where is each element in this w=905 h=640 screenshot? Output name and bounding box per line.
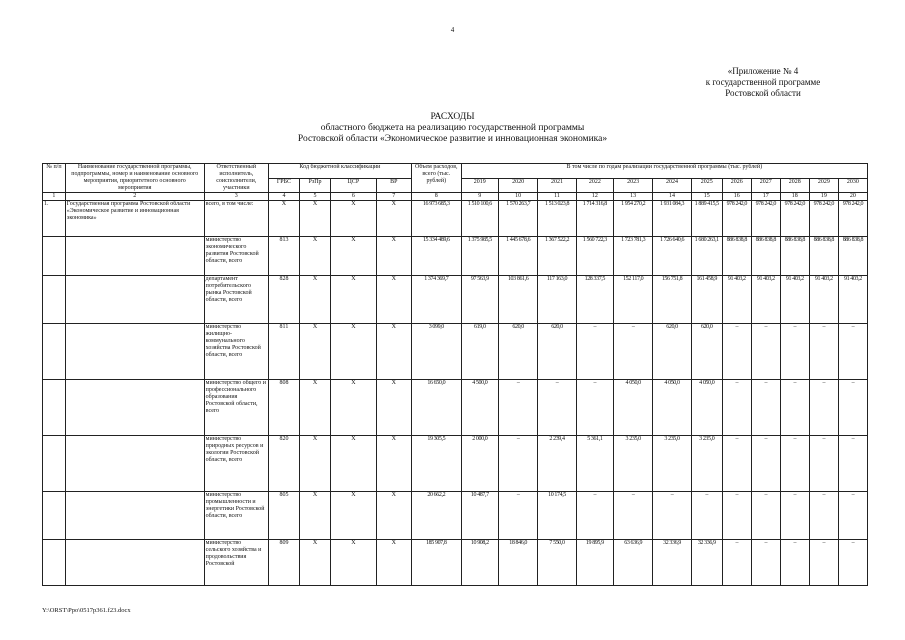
row-year-value: – (780, 436, 809, 492)
row-num (43, 380, 66, 436)
row-csr: X (331, 540, 377, 586)
row-year-value: 978 242,0 (838, 201, 867, 237)
row-year-value: – (780, 492, 809, 540)
column-number: 16 (722, 193, 751, 201)
row-grbs: 808 (268, 380, 299, 436)
row-year-value: – (722, 436, 751, 492)
header-grbs: ГРБС (268, 178, 299, 193)
row-year-value: – (722, 492, 751, 540)
row-executor: департамент потребительского рынка Ростовской области, всего (204, 276, 268, 324)
appendix-line: «Приложение № 4 (727, 66, 799, 76)
row-year-value: 4 050,0 (613, 380, 652, 436)
row-grbs: 828 (268, 276, 299, 324)
row-year-value: 3 235,0 (653, 436, 691, 492)
row-year-value: – (722, 324, 751, 380)
row-year-value: 117 163,0 (538, 276, 576, 324)
column-number: 20 (838, 193, 867, 201)
row-year-value: 19 895,9 (576, 540, 613, 586)
row-year-value: 1 510 100,6 (461, 201, 498, 237)
row-csr: X (331, 201, 377, 237)
row-num (43, 324, 66, 380)
row-year-value: 103 861,6 (498, 276, 537, 324)
table-row (43, 276, 868, 324)
row-rzpr: X (299, 324, 330, 380)
header-vr: ВР (376, 178, 411, 193)
column-number: 3 (204, 193, 268, 201)
row-year-value: – (809, 436, 838, 492)
row-year-value: – (780, 324, 809, 380)
header-year: 2022 (576, 178, 613, 193)
row-year-value: – (838, 540, 867, 586)
header-year: 2027 (751, 178, 780, 193)
row-name (65, 324, 204, 380)
row-year-value: 2 000,0 (461, 436, 498, 492)
header-year: 2030 (838, 178, 867, 193)
row-total: 16 650,0 (411, 380, 461, 436)
row-year-value: 1 680 263,1 (691, 237, 722, 276)
appendix-line: Ростовской области (725, 88, 801, 98)
header-rzpr: РзПр (299, 178, 330, 193)
column-number: 19 (809, 193, 838, 201)
row-year-value: – (722, 540, 751, 586)
row-year-value: 978 242,0 (722, 201, 751, 237)
row-num (43, 540, 66, 586)
row-rzpr: X (299, 436, 330, 492)
row-year-value: – (751, 540, 780, 586)
row-year-value: 1 714 316,8 (576, 201, 613, 237)
table-row (43, 436, 868, 492)
row-year-value: 1 954 270,2 (613, 201, 652, 237)
row-name (65, 436, 204, 492)
row-year-value: 978 242,0 (809, 201, 838, 237)
row-year-value: – (780, 380, 809, 436)
row-year-value: 3 235,0 (613, 436, 652, 492)
row-year-value: 1 931 084,3 (653, 201, 691, 237)
row-csr: X (331, 380, 377, 436)
column-number: 5 (299, 193, 330, 201)
row-executor: министерство природных ресурсов и экологии Ростовской области, всего (204, 436, 268, 492)
header-year: 2026 (722, 178, 751, 193)
column-number: 4 (268, 193, 299, 201)
row-executor: министерство общего и профессионального образования Ростовской области, всего (204, 380, 268, 436)
title-line: РАСХОДЫ (430, 112, 475, 122)
row-year-value: 620,0 (498, 324, 537, 380)
row-year-value: 619,0 (461, 324, 498, 380)
column-number: 14 (653, 193, 691, 201)
row-csr: X (331, 324, 377, 380)
row-year-value: – (576, 380, 613, 436)
row-year-value: 978 242,0 (780, 201, 809, 237)
row-year-value: – (498, 380, 537, 436)
row-year-value: – (498, 492, 537, 540)
row-grbs: 809 (268, 540, 299, 586)
row-name (65, 237, 204, 276)
row-year-value: 91 403,2 (809, 276, 838, 324)
row-year-value: 7 550,0 (538, 540, 576, 586)
row-csr: X (331, 492, 377, 540)
row-csr: X (331, 237, 377, 276)
header-year: 2024 (653, 178, 691, 193)
row-vr: X (376, 324, 411, 380)
row-year-value: – (838, 380, 867, 436)
appendix-line: к государственной программе (705, 77, 821, 87)
table-row (43, 540, 868, 586)
row-total: 15 334 489,6 (411, 237, 461, 276)
row-year-value: 1 375 985,5 (461, 237, 498, 276)
row-total: 3 099,0 (411, 324, 461, 380)
title-line: областного бюджета на реализацию государственной программы (320, 123, 585, 133)
row-year-value: 4 050,0 (653, 380, 691, 436)
row-year-value: – (838, 436, 867, 492)
row-year-value: – (613, 492, 652, 540)
row-year-value: 4 500,0 (461, 380, 498, 436)
column-number: 18 (780, 193, 809, 201)
header-year: 2019 (461, 178, 498, 193)
header-code-group: Код бюджетной классификации (268, 164, 411, 179)
row-year-value: – (613, 324, 652, 380)
row-csr: X (331, 436, 377, 492)
column-number: 1 (43, 193, 66, 201)
row-total: 19 305,5 (411, 436, 461, 492)
column-number: 10 (498, 193, 537, 201)
row-grbs: 811 (268, 324, 299, 380)
header-csr: ЦСР (331, 178, 377, 193)
row-year-value: 1 723 781,3 (613, 237, 652, 276)
row-vr: X (376, 492, 411, 540)
row-year-value: 10 487,7 (461, 492, 498, 540)
row-year-value: – (838, 324, 867, 380)
row-year-value: 32 336,9 (653, 540, 691, 586)
row-year-value: 1 560 722,3 (576, 237, 613, 276)
row-year-value: 10 174,5 (538, 492, 576, 540)
appendix-header (683, 66, 843, 99)
row-grbs: 805 (268, 492, 299, 540)
row-year-value: 1 889 415,5 (691, 201, 722, 237)
row-vr: X (376, 201, 411, 237)
header-year: 2020 (498, 178, 537, 193)
row-num (43, 436, 66, 492)
row-year-value: – (751, 380, 780, 436)
row-total: 185 907,8 (411, 540, 461, 586)
row-year-value: – (751, 436, 780, 492)
row-year-value: – (838, 492, 867, 540)
row-total: 20 662,2 (411, 492, 461, 540)
row-year-value: – (751, 324, 780, 380)
header-year: 2021 (538, 178, 576, 193)
row-year-value: 5 361,1 (576, 436, 613, 492)
row-rzpr: X (299, 492, 330, 540)
row-year-value: – (653, 492, 691, 540)
table-row (43, 380, 868, 436)
row-year-value: 978 242,0 (751, 201, 780, 237)
row-num: 1. (43, 201, 66, 237)
row-executor: министерство промышленности и энергетики Ростовской области, всего (204, 492, 268, 540)
row-num (43, 492, 66, 540)
row-vr: X (376, 436, 411, 492)
header-year: 2028 (780, 178, 809, 193)
row-grbs: 813 (268, 237, 299, 276)
row-rzpr: X (299, 276, 330, 324)
row-year-value: 1 445 678,6 (498, 237, 537, 276)
row-csr: X (331, 276, 377, 324)
header-total: Объем расходов, всего (тыс. рублей) (411, 164, 461, 193)
header-year: 2023 (613, 178, 652, 193)
column-number: 15 (691, 193, 722, 201)
header-year: 2029 (809, 178, 838, 193)
expenses-table (42, 163, 868, 586)
row-year-value: 18 846,0 (498, 540, 537, 586)
row-executor: министерство сельского хозяйства и продовольствия Ростовской (204, 540, 268, 586)
row-year-value: 1 726 640,6 (653, 237, 691, 276)
row-year-value: 97 563,9 (461, 276, 498, 324)
table-row (43, 201, 868, 237)
row-year-value: 2 239,4 (538, 436, 576, 492)
row-year-value: – (722, 380, 751, 436)
row-year-value: – (751, 492, 780, 540)
header-num: № п/п (43, 164, 66, 193)
row-executor: всего, в том числе: (204, 201, 268, 237)
row-rzpr: X (299, 201, 330, 237)
row-year-value: – (538, 380, 576, 436)
column-number: 12 (576, 193, 613, 201)
row-year-value: – (576, 492, 613, 540)
row-grbs: X (268, 201, 299, 237)
row-year-value: – (691, 492, 722, 540)
row-year-value: – (576, 324, 613, 380)
row-executor: министерство экономического развития Ростовской области, всего (204, 237, 268, 276)
row-year-value: 886 838,8 (838, 237, 867, 276)
row-vr: X (376, 276, 411, 324)
row-year-value: 886 838,8 (751, 237, 780, 276)
table-row (43, 492, 868, 540)
row-year-value: – (809, 492, 838, 540)
row-year-value: 886 838,8 (780, 237, 809, 276)
row-year-value: 156 751,8 (653, 276, 691, 324)
row-year-value: 886 838,8 (722, 237, 751, 276)
column-number: 17 (751, 193, 780, 201)
row-name: Государственная программа Ростовской области «Экономическое развитие и инновационная экономика» (65, 201, 204, 237)
row-num (43, 276, 66, 324)
row-year-value: – (498, 436, 537, 492)
row-year-value: 4 050,0 (691, 380, 722, 436)
row-name (65, 276, 204, 324)
row-num (43, 237, 66, 276)
row-rzpr: X (299, 380, 330, 436)
row-name (65, 540, 204, 586)
row-year-value: 10 908,2 (461, 540, 498, 586)
row-year-value: 620,0 (653, 324, 691, 380)
row-year-value: 620,0 (538, 324, 576, 380)
row-vr: X (376, 380, 411, 436)
row-vr: X (376, 540, 411, 586)
row-name (65, 492, 204, 540)
row-executor: министерство жилищно-коммунального хозяйства Ростовской области, всего (204, 324, 268, 380)
row-total: 1 374 369,7 (411, 276, 461, 324)
row-year-value: 91 403,2 (838, 276, 867, 324)
column-number: 11 (538, 193, 576, 201)
row-year-value: 91 403,2 (780, 276, 809, 324)
row-name (65, 380, 204, 436)
row-total: 16 973 685,3 (411, 201, 461, 237)
header-executor: Ответственный исполнитель, соисполнители, участники (204, 164, 268, 193)
header-year: 2025 (691, 178, 722, 193)
row-year-value: 1 570 263,7 (498, 201, 537, 237)
column-number: 8 (411, 193, 461, 201)
row-year-value: 128 337,5 (576, 276, 613, 324)
header-years-group: В том числе по годам реализации государственной программы (тыс. рублей) (461, 164, 867, 179)
row-year-value: – (809, 324, 838, 380)
table-row (43, 324, 868, 380)
row-year-value: 161 458,9 (691, 276, 722, 324)
header-name: Наименование государственной программы, подпрограммы, номер и наименование основного мероприятия, приоритетного основного мероприятия (65, 164, 204, 193)
row-year-value: 3 235,0 (691, 436, 722, 492)
row-year-value: 620,0 (691, 324, 722, 380)
page-number: 4 (450, 26, 455, 34)
document-title (0, 112, 905, 145)
row-year-value: – (780, 540, 809, 586)
row-year-value: 886 838,8 (809, 237, 838, 276)
row-year-value: 32 336,9 (691, 540, 722, 586)
row-year-value: 63 636,9 (613, 540, 652, 586)
column-number: 7 (376, 193, 411, 201)
row-year-value: 1 513 023,8 (538, 201, 576, 237)
column-number: 6 (331, 193, 377, 201)
row-year-value: 152 117,0 (613, 276, 652, 324)
column-number: 13 (613, 193, 652, 201)
row-year-value: – (809, 540, 838, 586)
row-year-value: – (809, 380, 838, 436)
column-number: 9 (461, 193, 498, 201)
file-path: Y:\ORST\Ppo\0517p361.f23.docx (42, 607, 131, 614)
table-row (43, 237, 868, 276)
row-year-value: 91 403,2 (751, 276, 780, 324)
column-number: 2 (65, 193, 204, 201)
title-line: Ростовской области «Экономическое развитие и инновационная экономика» (297, 134, 608, 144)
row-rzpr: X (299, 237, 330, 276)
row-year-value: 91 403,2 (722, 276, 751, 324)
row-grbs: 820 (268, 436, 299, 492)
row-rzpr: X (299, 540, 330, 586)
row-vr: X (376, 237, 411, 276)
row-year-value: 1 367 522,2 (538, 237, 576, 276)
